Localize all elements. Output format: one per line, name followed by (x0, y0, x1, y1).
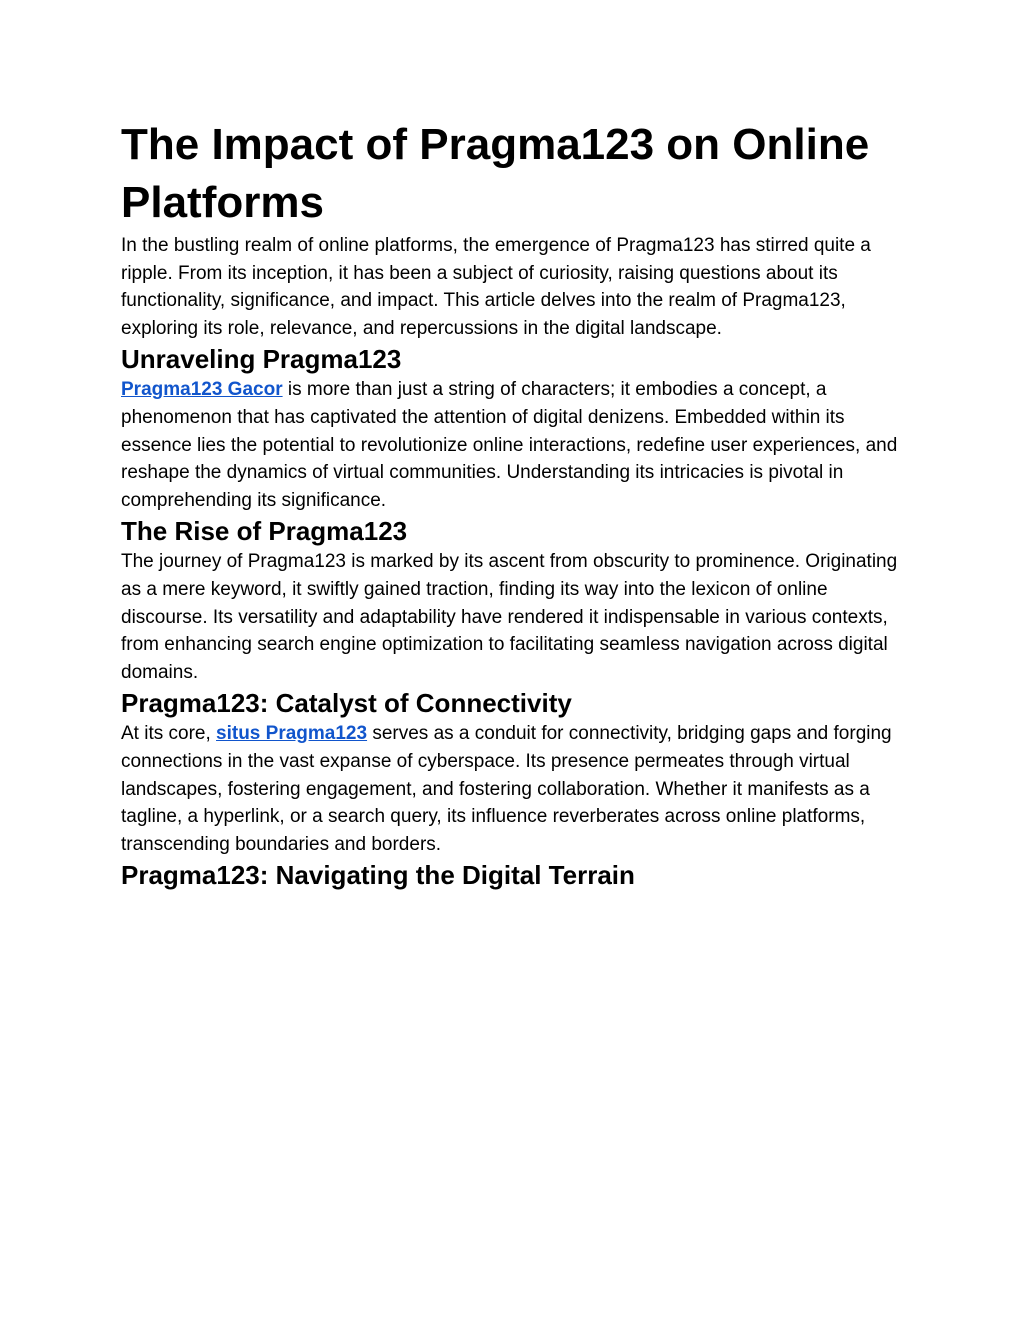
unraveling-paragraph (121, 376, 911, 514)
pragma123-gacor-link[interactable]: Pragma123 Gacor (121, 379, 283, 401)
page-title: The Impact of Pragma123 on Online Platforms (121, 120, 870, 227)
catalyst-text-after: serves as a conduit for connectivity, bridging gaps and forging connections in the vast expanse of cyberspace. Its presence permeates through virtual landscapes, fostering engagement, and fostering collaboration. Whether it manifests as a tagline, a hyperlink, or a search query, its influence reverberates across online platforms, transcending boundaries and borders. (121, 723, 892, 855)
section-heading-rise: The Rise of Pragma123 (121, 516, 408, 547)
section-heading-navigating: Pragma123: Navigating the Digital Terrain (121, 860, 635, 891)
catalyst-text-before: At its core, (121, 723, 217, 745)
document-content (121, 116, 911, 892)
section-heading-catalyst: Pragma123: Catalyst of Connectivity (121, 688, 572, 719)
section-heading-unraveling: Unraveling Pragma123 (121, 344, 402, 375)
catalyst-paragraph (121, 720, 911, 858)
situs-pragma123-link[interactable]: situs Pragma123 (216, 723, 368, 745)
unraveling-text: is more than just a string of characters; it embodies a concept, a phenomenon that has captivated the attention of digital denizens. Embedded within its essence lies the potential to revolutionize online interactions, redefine user experiences, and reshape the dynamics of virtual communities. Understanding its intricacies is pivotal in comprehending its significance. (121, 379, 898, 511)
intro-paragraph: In the bustling realm of online platforms, the emergence of Pragma123 has stirred quite a ripple. From its inception, it has been a subject of curiosity, raising questions about its functionality, significance, and impact. This article delves into the realm of Pragma123, exploring its role, relevance, and repercussions in the digital landscape. (121, 235, 871, 339)
rise-paragraph: The journey of Pragma123 is marked by its ascent from obscurity to prominence. Originating as a mere keyword, it swiftly gained traction, finding its way into the lexicon of online discourse. Its versatility and adaptability have rendered it indispensable in various contexts, from enhancing search engine optimization to facilitating seamless navigation across digital domains. (121, 551, 898, 683)
